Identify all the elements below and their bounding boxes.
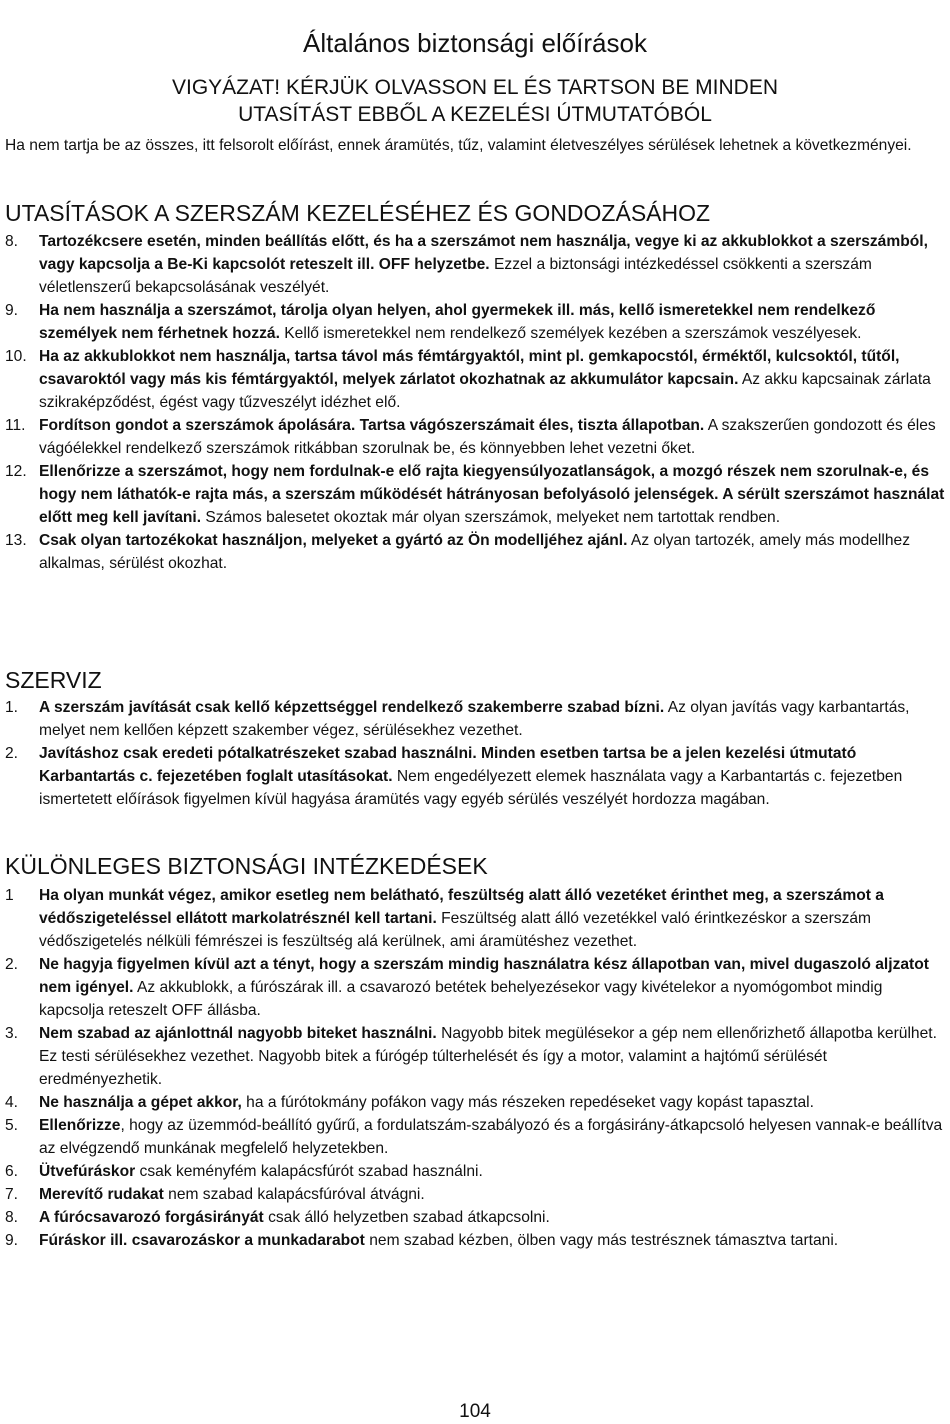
service-list xyxy=(5,696,947,811)
list-item xyxy=(5,1091,947,1114)
item-bold-text: Ellenőrizze a szerszámot, hogy nem fordulnak-e elő rajta kiegyensúlyozatlanságok, a mozgó részek nem szorulnak-e, és hogy nem láthatók-e rajta más, a szerszám működését hátrányosan befolyásoló jelenségek. A sérült szerszámot használat előtt meg kell javítani. xyxy=(39,463,945,526)
item-bold-text: Nem szabad az ajánlottnál nagyobb biteket használni. xyxy=(39,1025,437,1042)
item-text: Az olyan javítás vagy karbantartás, melyet nem kellően képzett szakember végez, sérülésekhez vezethet. xyxy=(39,699,910,739)
warning-line-2: UTASÍTÁST EBBŐL A KEZELÉSI ÚTMUTATÓBÓL xyxy=(238,103,712,126)
item-number: 4. xyxy=(5,1094,19,1111)
item-text: Számos balesetet okoztak már olyan szerszámok, melyeket nem tartottak rendben. xyxy=(205,509,781,526)
item-number: 1. xyxy=(5,699,19,716)
item-number: 12. xyxy=(5,463,27,480)
item-number: 3. xyxy=(5,1025,19,1042)
handling-instructions-list xyxy=(5,230,947,575)
item-text: Az akkublokk, a fúrószárak ill. a csavarozó betétek behelyezésekor vagy kivételekor a nyomógombot mindig kapcsolja reteszelt OFF állásba. xyxy=(39,979,883,1019)
list-item xyxy=(5,529,947,575)
item-text: Feszültség alatt álló vezetékkel való érintkezéskor a szerszám védőszigetelés nélküli fémrészei is feszültség alá kerülnek, ami áramütéshez vezethet. xyxy=(39,910,872,950)
item-bold-text: Ütvefúráskor xyxy=(39,1163,136,1180)
warning-line-1: VIGYÁZAT! KÉRJÜK OLVASSON EL ÉS TARTSON BE MINDEN xyxy=(171,76,779,99)
section-heading-special-safety: KÜLÖNLEGES BIZTONSÁGI INTÉZKEDÉSEK xyxy=(5,853,488,879)
item-text: Nagyobb bitek megülésekor a gép nem ellenőrizhető állapotba kerülhet. Ez testi sérülésekhez vezethet. Nagyobb bitek a fúrógép túlterhelését és így a motor, valamint a hajtómű sérülését eredményezhetik. xyxy=(39,1025,937,1088)
item-text: Az akku kapcsainak zárlata szikraképződést, égést vagy tűzveszélyt idézhet elő. xyxy=(39,371,931,411)
item-number: 11. xyxy=(5,417,26,434)
item-number: 5. xyxy=(5,1117,19,1134)
item-bold-text: Ne hagyja figyelmen kívül azt a tényt, hogy a szerszám mindig használatra kész állapotban van, mivel dugaszoló aljzatot nem igényel. xyxy=(39,956,929,996)
list-item xyxy=(5,1114,947,1160)
item-number: 2. xyxy=(5,956,19,973)
item-text: Az olyan tartozék, amely más modellhez alkalmas, sérülést okozhat. xyxy=(39,532,910,572)
item-number: 6. xyxy=(5,1163,19,1180)
item-bold-text: Csak olyan tartozékokat használjon, melyeket a gyártó az Ön modelljéhez ajánl. xyxy=(39,532,628,549)
warning-heading xyxy=(0,74,950,128)
item-bold-text: A fúrócsavarozó forgásirányát xyxy=(39,1209,264,1226)
item-bold-text: Tartozékcsere esetén, minden beállítás előtt, és ha a szerszámot nem használja, vegye ki az akkublokkot a szerszámból, vagy kapcsolja a Be-Ki kapcsolót reteszelt ill. OFF helyzetbe. xyxy=(39,233,928,273)
item-number: 1 xyxy=(5,887,14,904)
item-bold-text: Ellenőrizze xyxy=(39,1117,121,1134)
list-item xyxy=(5,1022,947,1091)
item-bold-text: Fordítson gondot a szerszámok ápolására. Tartsa vágószerszámait éles, tiszta állapotban. xyxy=(39,417,705,434)
item-number: 2. xyxy=(5,745,19,762)
item-text: , hogy az üzemmód-beállító gyűrű, a fordulatszám-szabályozó és a forgásirány-átkapcsoló helyesen vannak-e beállítva az elvégzendő munkának megfelelő helyzetekben. xyxy=(39,1117,943,1157)
list-item xyxy=(5,953,947,1022)
item-text: csak álló helyzetben szabad átkapcsolni. xyxy=(268,1209,550,1226)
item-text: Kellő ismeretekkel nem rendelkező személyek kezében a szerszámok veszélyesek. xyxy=(284,325,862,342)
item-text: Ezzel a biztonsági intézkedéssel csökkenti a szerszám véletlenszerű bekapcsolásának veszélyét. xyxy=(39,256,872,296)
list-item xyxy=(5,884,947,953)
list-item xyxy=(5,345,947,414)
item-bold-text: Javításhoz csak eredeti pótalkatrészeket szabad használni. Minden esetben tartsa be a jelen kezelési útmutató Karbantartás c. fejezetében foglalt utasításokat. xyxy=(39,745,857,785)
item-number: 8. xyxy=(5,1209,19,1226)
item-number: 10. xyxy=(5,348,27,365)
item-text: csak keményfém kalapácsfúrót szabad használni. xyxy=(139,1163,483,1180)
list-item xyxy=(5,696,947,742)
item-number: 9. xyxy=(5,302,19,319)
intro-paragraph: Ha nem tartja be az összes, itt felsorolt előírást, ennek áramütés, tűz, valamint életveszélyes sérülések lehetnek a következményei. xyxy=(5,137,912,154)
section-heading-handling: UTASÍTÁSOK A SZERSZÁM KEZELÉSÉHEZ ÉS GONDOZÁSÁHOZ xyxy=(5,200,711,226)
item-number: 13. xyxy=(5,532,27,549)
item-text: A szakszerűen gondozott és éles vágóélekkel rendelkező szerszámok ritkábban szorulnak be, és könnyebben lehet vezetni őket. xyxy=(39,417,936,457)
item-bold-text: Merevítő rudakat xyxy=(39,1186,164,1203)
list-item xyxy=(5,742,947,811)
item-bold-text: Fúráskor ill. csavarozáskor a munkadarabot xyxy=(39,1232,365,1249)
item-number: 9. xyxy=(5,1232,19,1249)
list-item xyxy=(5,1206,947,1229)
item-bold-text: Ne használja a gépet akkor, xyxy=(39,1094,242,1111)
item-text: ha a fúrótokmány pofákon vagy más részeken repedéseket vagy kopást tapasztal. xyxy=(246,1094,814,1111)
item-number: 7. xyxy=(5,1186,19,1203)
item-text: nem szabad kalapácsfúróval átvágni. xyxy=(168,1186,425,1203)
item-number: 8. xyxy=(5,233,19,250)
list-item xyxy=(5,1183,947,1206)
section-heading-service: SZERVIZ xyxy=(5,667,102,693)
list-item xyxy=(5,1160,947,1183)
list-item xyxy=(5,1229,947,1252)
list-item xyxy=(5,299,947,345)
item-bold-text: Ha olyan munkát végez, amikor esetleg nem belátható, feszültség alatt álló vezetéket érinthet meg, a szerszámot a védőszigeteléssel ellátott markolatrésznél kell tartani. xyxy=(39,887,884,927)
item-bold-text: A szerszám javítását csak kellő képzettséggel rendelkező szakemberre szabad bízni. xyxy=(39,699,665,716)
list-item xyxy=(5,414,947,460)
item-text: Nem engedélyezett elemek használata vagy a Karbantartás c. fejezetben ismertetett előírások figyelmen kívül hagyása áramütés vagy egyéb sérülés veszélyét hordozza magában. xyxy=(39,768,903,808)
item-bold-text: Ha nem használja a szerszámot, tárolja olyan helyen, ahol gyermekek ill. más, kellő ismeretekkel nem rendelkező személyek nem férhetnek hozzá. xyxy=(39,302,876,342)
list-item xyxy=(5,460,947,529)
item-bold-text: Ha az akkublokkot nem használja, tartsa távol más fémtárgyaktól, mint pl. gemkapocstól, érméktől, kulcsoktól, tűtől, csavaroktól vagy más kis fémtárgyaktól, melyek zárlatot okozhatnak az akkumulátor kapcsain. xyxy=(39,348,900,388)
page-title: Általános biztonsági előírások xyxy=(303,28,647,58)
list-item xyxy=(5,230,947,299)
special-safety-list xyxy=(5,884,947,1252)
page-number: 104 xyxy=(459,1401,491,1422)
item-text: nem szabad kézben, ölben vagy más testrésznek támasztva tartani. xyxy=(369,1232,839,1249)
